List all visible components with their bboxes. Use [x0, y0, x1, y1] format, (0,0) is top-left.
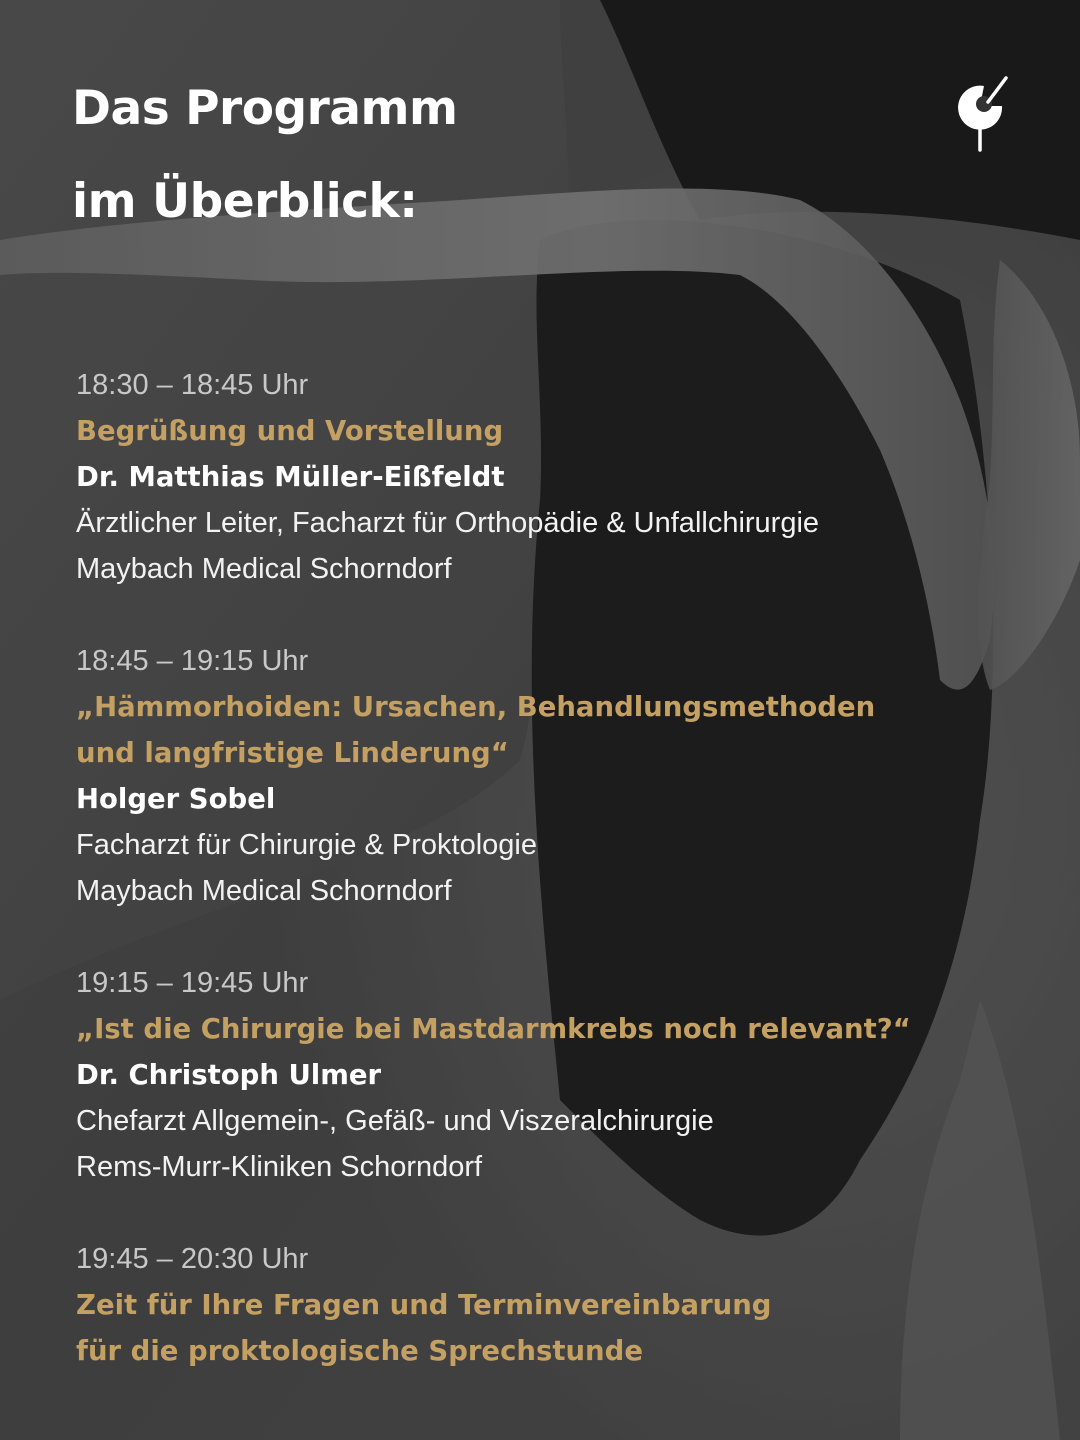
session-topic: Begrüßung und Vorstellung [76, 415, 504, 447]
session-speaker: Dr. Matthias Müller-Eißfeldt [76, 461, 505, 493]
session-2 [76, 638, 875, 914]
page-title-line-1: Das Programm [72, 81, 458, 136]
session-speaker: Holger Sobel [76, 783, 276, 815]
speaker-role: Facharzt für Chirurgie & Proktologie [76, 829, 537, 861]
clinic-logo-icon [948, 72, 1012, 154]
session-topic: Zeit für Ihre Fragen und Terminvereinbarung [76, 1289, 772, 1321]
session-3 [76, 960, 911, 1190]
page-title-line-2: im Überblick: [72, 174, 418, 229]
speaker-institution: Rems-Murr-Kliniken Schorndorf [76, 1151, 483, 1183]
session-1 [76, 362, 819, 592]
speaker-role: Ärztlicher Leiter, Facharzt für Orthopädie & Unfallchirurgie [76, 507, 820, 539]
page-title [72, 62, 457, 248]
session-time: 18:30 – 18:45 Uhr [76, 369, 309, 401]
speaker-institution: Maybach Medical Schorndorf [76, 553, 452, 585]
speaker-institution: Maybach Medical Schorndorf [76, 875, 452, 907]
session-topic-continued: und langfristige Linderung“ [76, 737, 509, 769]
session-time: 19:15 – 19:45 Uhr [76, 967, 309, 999]
session-topic: „Hämmorhoiden: Ursachen, Behandlungsmethoden [76, 691, 876, 723]
speaker-role: Chefarzt Allgemein-, Gefäß- und Viszeralchirurgie [76, 1105, 714, 1137]
session-time: 19:45 – 20:30 Uhr [76, 1243, 309, 1275]
session-topic-continued: für die proktologische Sprechstunde [76, 1335, 643, 1367]
session-topic: „Ist die Chirurgie bei Mastdarmkrebs noch relevant?“ [76, 1013, 911, 1045]
session-speaker: Dr. Christoph Ulmer [76, 1059, 382, 1091]
session-4 [76, 1236, 771, 1374]
session-time: 18:45 – 19:15 Uhr [76, 645, 309, 677]
